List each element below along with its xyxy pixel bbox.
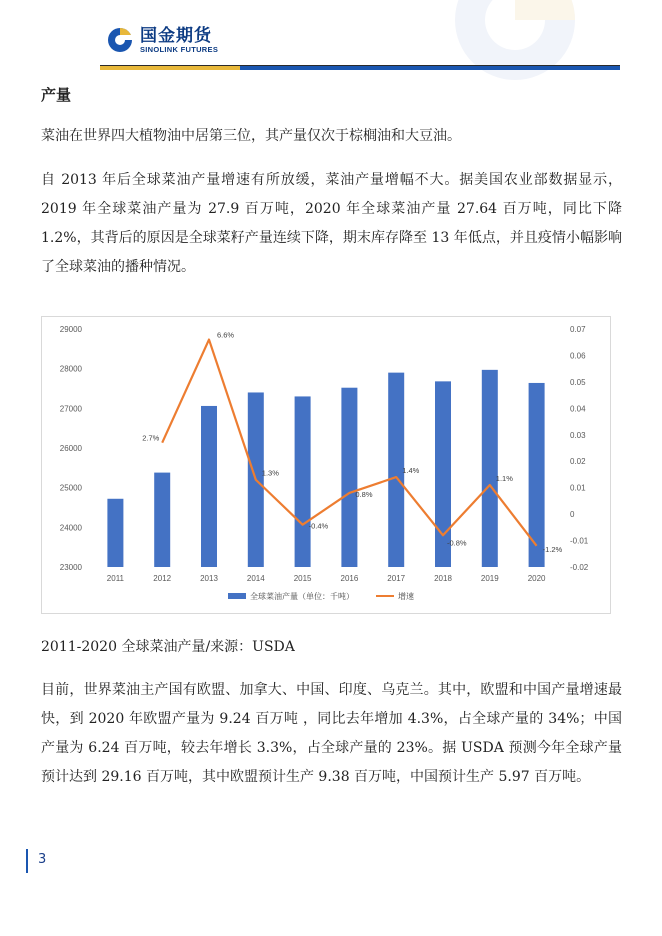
- y-right-tick-label: 0.03: [570, 430, 586, 440]
- y-right-tick-label: 0.07: [570, 325, 586, 334]
- y-left-tick-label: 27000: [59, 404, 82, 414]
- y-right-tick-label: 0.05: [570, 377, 586, 387]
- data-label: 1.4%: [402, 466, 420, 476]
- x-tick-label: 2020: [527, 574, 546, 583]
- x-tick-label: 2017: [387, 574, 406, 583]
- data-label: 1.1%: [495, 474, 513, 484]
- logo-chinese: 国金期货: [140, 25, 212, 46]
- x-tick-label: 2015: [293, 574, 312, 583]
- x-tick-label: 2013: [200, 574, 218, 583]
- x-tick-label: 2019: [480, 574, 499, 583]
- bar: [154, 473, 170, 567]
- bar: [107, 499, 123, 567]
- y-left-tick-label: 24000: [59, 523, 82, 533]
- page-number: 3: [38, 852, 47, 867]
- section-title: 产量: [41, 86, 72, 104]
- watermark-logo-icon: [430, 0, 580, 94]
- logo-mark-icon: [106, 26, 134, 54]
- y-right-tick-label: -0.01: [570, 536, 589, 546]
- y-right-tick-label: 0.01: [570, 483, 586, 493]
- data-label: 6.6%: [217, 330, 235, 340]
- y-right-tick-label: 0.04: [570, 404, 586, 414]
- y-left-tick-label: 28000: [59, 364, 82, 374]
- bar: [482, 370, 498, 567]
- x-tick-label: 2018: [434, 574, 452, 583]
- data-label: 0.8%: [355, 489, 373, 499]
- data-label: -1.2%: [542, 544, 563, 554]
- y-left-tick-label: 23000: [59, 563, 82, 572]
- page-marker: [26, 849, 28, 873]
- y-left-tick-label: 25000: [59, 483, 82, 493]
- data-label: 2.7%: [142, 433, 160, 443]
- legend-bar-swatch: [228, 593, 246, 599]
- production-chart: [41, 316, 611, 614]
- bar: [295, 396, 311, 567]
- data-label: -0.4%: [308, 521, 329, 531]
- data-label: -0.8%: [447, 538, 467, 548]
- data-label: 1.3%: [261, 468, 279, 478]
- chart-caption: 2011-2020 全球菜油产量/来源：USDA: [41, 639, 295, 655]
- paragraph-1: 菜油在世界四大植物油中居第三位，其产量仅次于棕榈油和大豆油。: [41, 128, 461, 144]
- legend-line-label: 增速: [398, 592, 414, 601]
- legend-bar-label: 全球菜油产量（单位：千吨）: [250, 592, 354, 601]
- bar: [341, 388, 357, 567]
- y-right-tick-label: 0.06: [570, 351, 586, 361]
- y-right-tick-label: -0.02: [570, 563, 589, 572]
- paragraph-2: 自 2013 年后全球菜油产量增速有所放缓，菜油产量增幅不大。据美国农业部数据显示，2019 年全球菜油产量为 27.9 百万吨，2020 年全球菜油产量 27.64 百万吨，同比下降 1.2%，其背后的原因是全球菜籽产量连续下降，期末库存降至 13 年低点，并且疫情小幅影响了全球菜油的播种情况。: [41, 172, 622, 275]
- y-left-tick-label: 26000: [59, 444, 82, 453]
- chart-svg: [42, 317, 610, 613]
- x-tick-label: 2011: [106, 574, 125, 583]
- x-tick-label: 2014: [246, 574, 265, 583]
- y-right-tick-label: 0.02: [570, 457, 586, 467]
- header-divider: [100, 65, 620, 70]
- y-right-tick-label: 0: [570, 510, 575, 520]
- x-tick-label: 2016: [340, 574, 359, 583]
- paragraph-3: 目前，世界菜油主产国有欧盟、加拿大、中国、印度、乌克兰。其中，欧盟和中国产量增速最快，到 2020 年欧盟产量为 9.24 百万吨 ，同比去年增加 4.3%，占全球产量的 34%；中国产量为 6.24 百万吨，较去年增长 3.3%，占全球产量的 23%。据 USDA 预测今年全球产量预计达到 29.16 百万吨，其中欧盟预计生产 9.38 百万吨，中国预计生产 5.97 百万吨。: [41, 682, 622, 785]
- y-left-tick-label: 29000: [59, 325, 82, 334]
- company-logo: [106, 26, 218, 54]
- x-tick-label: 2012: [153, 574, 172, 583]
- logo-english: SINOLINK FUTURES: [140, 44, 219, 54]
- bar: [201, 406, 217, 567]
